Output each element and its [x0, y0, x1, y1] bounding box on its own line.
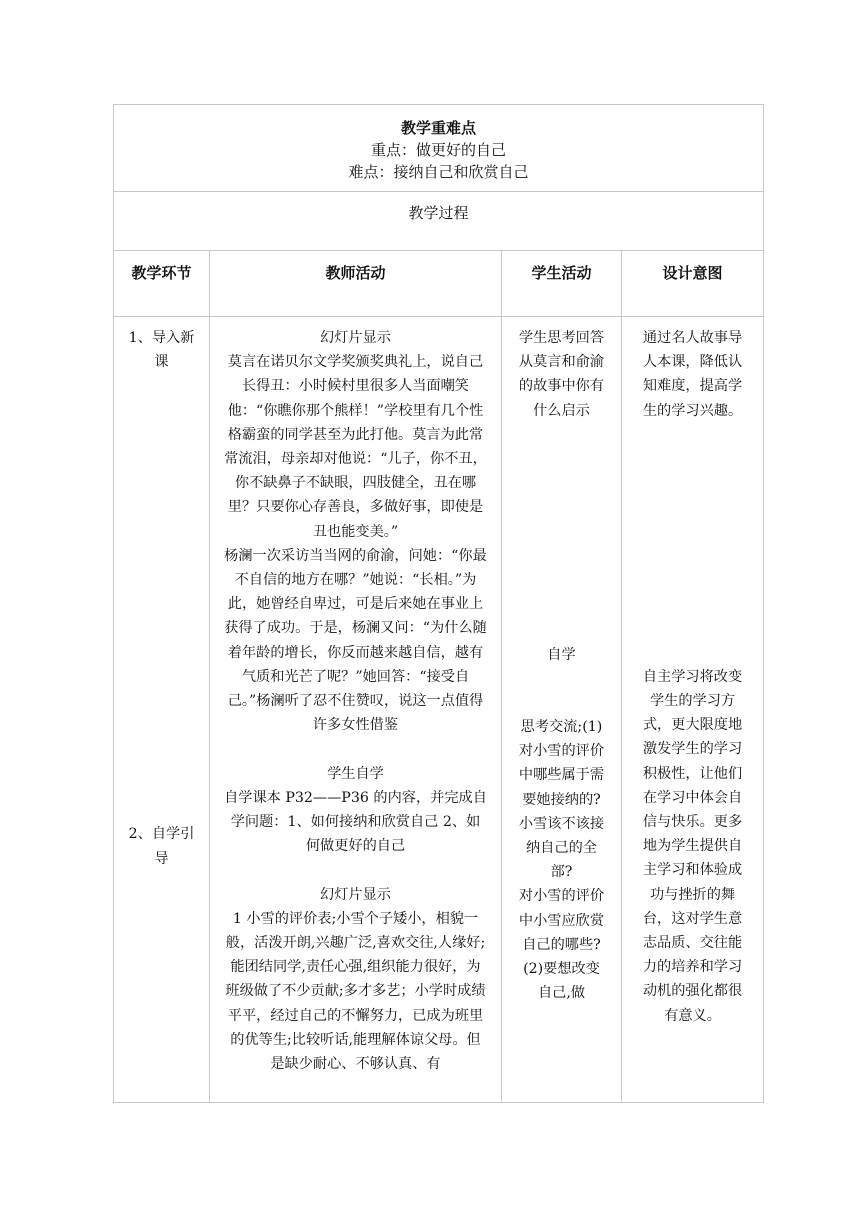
student-q-appreciate: 对小雪的评价中小雪应欣赏自己的哪些?	[518, 888, 605, 953]
slide-title-2: 幻灯片显示	[320, 886, 391, 903]
header-teacher	[210, 251, 502, 317]
stage-column	[114, 317, 210, 1103]
header-row	[114, 251, 764, 317]
student-q-change: (2)要想改变自己,做	[523, 961, 600, 1002]
student-think-answer: 学生思考回答从莫言和俞渝的故事中你有什么启示	[518, 330, 605, 419]
process-title: 教学过程	[408, 204, 469, 222]
self-study-title: 学生自学	[327, 765, 384, 782]
spacer	[224, 737, 487, 761]
header-student	[502, 251, 622, 317]
slide-title-1: 幻灯片显示	[320, 330, 391, 346]
header-student-label: 学生活动	[531, 264, 592, 282]
stage-self-study: 2、自学引导	[128, 826, 195, 867]
student-discuss: 思考交流;(1)对小雪的评价中哪些属于需要她接纳的?	[518, 719, 605, 808]
moyan-story: 莫言在诺贝尔文学奖颁奖典礼上，说自己长得丑：小时候村里很多人当面嘲笑他：“你瞧你那个熊样！”学校里有几个性格霸蛮的同学甚至为此打他。莫言为此常常流泪，母亲却对他说：“儿子，你不丑，你不缺鼻子不缺眼，四肢健全，丑在哪里？只要你心存善良，多做好事，即使是丑也能变美。”	[224, 354, 487, 540]
difficult-point: 难点：接纳自己和欣赏自己	[348, 163, 529, 181]
header-intent	[622, 251, 764, 317]
lesson-plan-table	[113, 104, 764, 1103]
header-stage-label: 教学环节	[131, 264, 192, 282]
header-intent-label: 设计意图	[662, 264, 723, 282]
yanglan-story: 杨澜一次采访当当网的俞渝，问她：“你最不自信的地方在哪？”她说：“长相。”为此，她曾经自卑过，可是后来她在事业上获得了成功。于是，杨澜又问：“为什么随着年龄的增长，你反而越来越自信，越有气质和光芒了呢？”她回答：“接受自己。”杨澜听了忍不住赞叹，说这一点值得许多女性借鉴	[224, 547, 487, 734]
teacher-column	[210, 317, 502, 1103]
intent-intro: 通过名人故事导人本课，降低认知难度，提高学生的学习兴趣。	[642, 330, 743, 419]
student-self-study: 自学	[547, 646, 576, 663]
process-row	[114, 192, 764, 251]
stage-intro: 1、导入新课	[128, 330, 195, 371]
spacer	[224, 858, 487, 882]
student-column	[502, 317, 622, 1103]
intent-column	[622, 317, 764, 1103]
student-q-accept: 小雪该不该接纳自己的全部?	[518, 815, 605, 881]
header-teacher-label: 教师活动	[325, 264, 386, 282]
content-row	[114, 317, 764, 1103]
difficulty-row	[114, 105, 764, 192]
header-stage	[114, 251, 210, 317]
key-point: 重点：做更好的自己	[371, 141, 507, 159]
difficulty-title: 教学重难点	[401, 119, 477, 137]
difficulty-cell	[114, 105, 764, 192]
intent-self-study: 自主学习将改变学生的学习方式，更大限度地激发学生的学习积极性，让他们在学习中体会自信与快乐。更多地为学生提供自主学习和体验成功与挫折的舞台，这对学生意志品质、交往能力的培养和学习动机的强化都很有意义。	[642, 668, 743, 1024]
self-study-text: 自学课本 P32——P36 的内容，并完成自学问题：1、如何接纳和欣赏自己 2、如何做更好的自己	[224, 789, 487, 855]
xiaoxue-evaluation: 1 小雪的评价表;小雪个子矮小，相貌一般，活泼开朗,兴趣广泛,喜欢交往,人缘好;能团结同学,责任心强,组织能力很好，为班级做了不少贡献;多才多艺；小学时成绩平平，经过自己的不懈努力，已成为班里的优等生;比较听话,能理解体谅父母。但是缺少耐心、不够认真、有	[225, 910, 486, 1073]
process-cell	[114, 192, 764, 251]
